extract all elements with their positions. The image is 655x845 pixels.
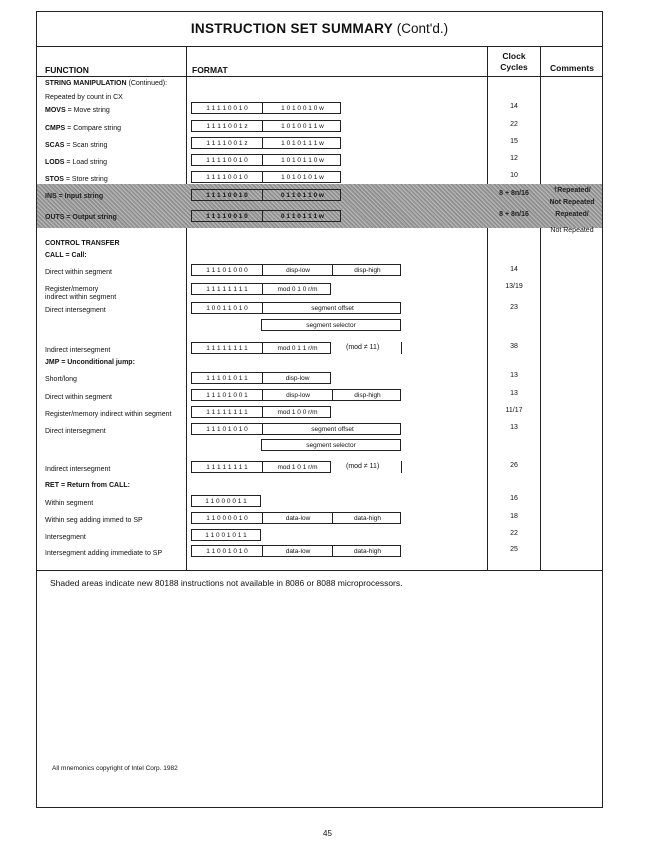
- col-divider-format: [186, 47, 187, 570]
- header-comments: Comments: [550, 63, 594, 73]
- row-ret-within-imm-cycles: 18: [510, 513, 518, 520]
- row-cmps-cycles: 22: [510, 121, 518, 128]
- row-ret-inter-label: Intersegment: [45, 534, 86, 541]
- row-call-regmem-format: 1 1 1 1 1 1 1 1 mod 0 1 0 r/m: [191, 283, 331, 295]
- row-movs-cycles: 14: [510, 103, 518, 110]
- section-call: CALL = Call:: [45, 252, 87, 259]
- row-call-inter-format: 1 0 0 1 1 0 1 0 segment offset: [191, 302, 401, 314]
- row-call-ind-inter-format: 1 1 1 1 1 1 1 1 mod 0 1 1 r/m: [191, 342, 331, 354]
- row-movs-format: 1 1 1 1 0 0 1 0 1 0 1 0 0 1 0 w: [191, 102, 341, 114]
- row-call-direct-label: Direct within segment: [45, 269, 112, 276]
- row-jmp-regmem-label: Register/memory indirect within segment: [45, 411, 172, 418]
- row-stos-cycles: 10: [510, 172, 518, 179]
- row-call-ind-inter-label: Indirect intersegment: [45, 347, 111, 354]
- header-format: FORMAT: [192, 65, 228, 75]
- row-ins-label: INS = Input string: [45, 193, 104, 200]
- row-scas-label: SCAS = Scan string: [45, 142, 108, 149]
- row-scas-cycles: 15: [510, 138, 518, 145]
- row-lods-label: LODS = Load string: [45, 159, 108, 166]
- row-ret-within-label: Within segment: [45, 500, 94, 507]
- page-title: INSTRUCTION SET SUMMARY (Cont'd.): [36, 11, 603, 47]
- row-call-inter-label: Direct intersegment: [45, 307, 106, 314]
- row-lods-format: 1 1 1 1 0 0 1 0 1 0 1 0 1 1 0 w: [191, 154, 341, 166]
- row-call-ind-inter-cycles: 38: [510, 343, 518, 350]
- row-ins-cycles: 8 + 8n/16: [499, 190, 529, 197]
- row-ins-comment-2: Not Repeated: [549, 199, 595, 206]
- page-number: 45: [323, 829, 332, 838]
- section-ret: RET = Return from CALL:: [45, 482, 130, 489]
- row-call-ind-inter-end: [401, 342, 402, 354]
- row-cmps-label: CMPS = Compare string: [45, 125, 122, 132]
- row-outs-comment-1: Repeated/: [555, 211, 589, 218]
- row-jmp-direct-cycles: 13: [510, 390, 518, 397]
- row-call-ind-inter-mod: (mod ≠ 11): [346, 344, 380, 351]
- row-jmp-direct-format: 1 1 1 0 1 0 0 1 disp-low disp-high: [191, 389, 401, 401]
- row-jmp-regmem-cycles: 11/17: [505, 407, 523, 414]
- row-ins-format: 1 1 1 1 0 0 1 0 0 1 1 0 1 1 0 w: [191, 189, 341, 201]
- row-jmp-inter-format: 1 1 1 0 1 0 1 0 segment offset: [191, 423, 401, 435]
- section-control: CONTROL TRANSFER: [45, 240, 120, 247]
- row-ret-within-imm-format: 1 1 0 0 0 0 1 0 data-low data-high: [191, 512, 401, 524]
- row-outs-cycles: 8 + 8n/16: [499, 211, 529, 218]
- row-call-inter-cycles: 23: [510, 304, 518, 311]
- row-jmp-ind-inter-mod: (mod ≠ 11): [346, 463, 380, 470]
- section-jmp: JMP = Unconditional jump:: [45, 359, 135, 366]
- row-lods-cycles: 12: [510, 155, 518, 162]
- header-function: FUNCTION: [45, 65, 89, 75]
- row-stos-label: STOS = Store string: [45, 176, 108, 183]
- header-cycles: Cycles: [500, 62, 528, 72]
- row-ret-inter-format: 1 1 0 0 1 0 1 1: [191, 529, 261, 541]
- repeated-note: Repeated by count in CX: [45, 94, 123, 101]
- row-ret-within-format: 1 1 0 0 0 0 1 1: [191, 495, 261, 507]
- header-clock: Clock: [502, 51, 526, 61]
- row-call-inter-selector: segment selector: [261, 319, 401, 331]
- row-call-direct-format: 1 1 1 0 1 0 0 0 disp-low disp-high: [191, 264, 401, 276]
- shaded-areas-note: Shaded areas indicate new 80188 instructions not available in 8086 or 8088 microprocessors.: [50, 578, 403, 588]
- row-jmp-short-label: Short/long: [45, 376, 77, 383]
- copyright-notice: All mnemonics copyright of Intel Corp. 1982: [52, 765, 178, 772]
- row-call-direct-cycles: 14: [510, 266, 518, 273]
- row-jmp-ind-inter-cycles: 26: [510, 462, 518, 469]
- row-outs-format: 1 1 1 1 0 0 1 0 0 1 1 0 1 1 1 w: [191, 210, 341, 222]
- row-ret-within-imm-label: Within seg adding immed to SP: [45, 517, 143, 524]
- row-call-regmem-label-2: indirect within segment: [45, 294, 117, 301]
- row-jmp-inter-label: Direct intersegment: [45, 428, 106, 435]
- row-jmp-ind-inter-end: [401, 461, 402, 473]
- row-ret-within-cycles: 16: [510, 495, 518, 502]
- row-jmp-inter-cycles: 13: [510, 424, 518, 431]
- row-jmp-regmem-format: 1 1 1 1 1 1 1 1 mod 1 0 0 r/m: [191, 406, 331, 418]
- row-ins-comment-1: †Repeated/: [553, 187, 591, 194]
- row-call-regmem-label: Register/memory: [45, 286, 99, 293]
- row-ret-inter-cycles: 22: [510, 530, 518, 537]
- row-ret-inter-imm-cycles: 25: [510, 546, 518, 553]
- row-jmp-direct-label: Direct within segment: [45, 394, 112, 401]
- row-jmp-ind-inter-label: Indirect intersegment: [45, 466, 111, 473]
- row-movs-label: MOVS = Move string: [45, 107, 110, 114]
- row-call-regmem-cycles: 13/19: [505, 283, 523, 290]
- row-jmp-inter-selector: segment selector: [261, 439, 401, 451]
- row-outs-label: OUTS = Output string: [45, 214, 117, 221]
- row-jmp-short-format: 1 1 1 0 1 0 1 1 disp-low: [191, 372, 331, 384]
- row-stos-format: 1 1 1 1 0 0 1 0 1 0 1 0 1 0 1 w: [191, 171, 341, 183]
- row-outs-comment-2: Not Repeated: [550, 227, 594, 234]
- row-ret-inter-imm-format: 1 1 0 0 1 0 1 0 data-low data-high: [191, 545, 401, 557]
- row-cmps-format: 1 1 1 1 0 0 1 z 1 0 1 0 0 1 1 w: [191, 120, 341, 132]
- row-scas-format: 1 1 1 1 0 0 1 z 1 0 1 0 1 1 1 w: [191, 137, 341, 149]
- header-underline: [36, 76, 603, 77]
- section-string: STRING MANIPULATION (Continued):: [45, 80, 168, 87]
- table-bottom-line: [36, 570, 603, 571]
- row-ret-inter-imm-label: Intersegment adding immediate to SP: [45, 550, 163, 557]
- row-jmp-ind-inter-format: 1 1 1 1 1 1 1 1 mod 1 0 1 r/m: [191, 461, 331, 473]
- row-jmp-short-cycles: 13: [510, 372, 518, 379]
